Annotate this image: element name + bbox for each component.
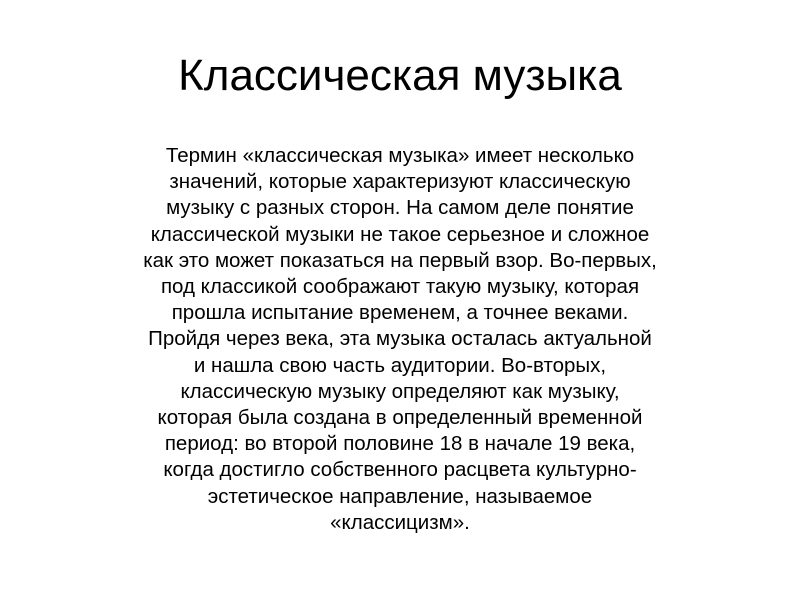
slide-title: Классическая музыка (178, 51, 622, 100)
body-line: классическую музыку определяют как музыку, (180, 379, 620, 403)
body-line: период: во второй половине 18 в начале 19 века, (164, 432, 636, 456)
body-line: «классицизм». (330, 510, 470, 534)
body-line: когда достигло собственного расцвета культурно- (163, 458, 637, 482)
body-line: и нашла свою часть аудитории. Во-вторых, (193, 353, 607, 377)
body-line: классической музыки не такое серьезное и сложное (150, 222, 650, 246)
body-line: прошла испытание временем, а точнее веками. (171, 301, 629, 325)
body-line: под классикой соображают такую музыку, которая (160, 275, 640, 299)
body-line: Пройдя через века, эта музыка осталась актуальной (148, 327, 652, 351)
slide-body-text (60, 143, 740, 536)
body-line: значений, которые характеризуют классическую (169, 170, 631, 194)
body-line: как это может показаться на первый взор. Во-первых, (143, 248, 657, 272)
body-line: которая была создана в определенный временной (157, 406, 643, 430)
body-line: эстетическое направление, называемое (207, 484, 593, 508)
body-line: Термин «классическая музыка» имеет несколько (165, 144, 635, 167)
body-line: музыку с разных сторон. На самом деле понятие (166, 196, 634, 220)
